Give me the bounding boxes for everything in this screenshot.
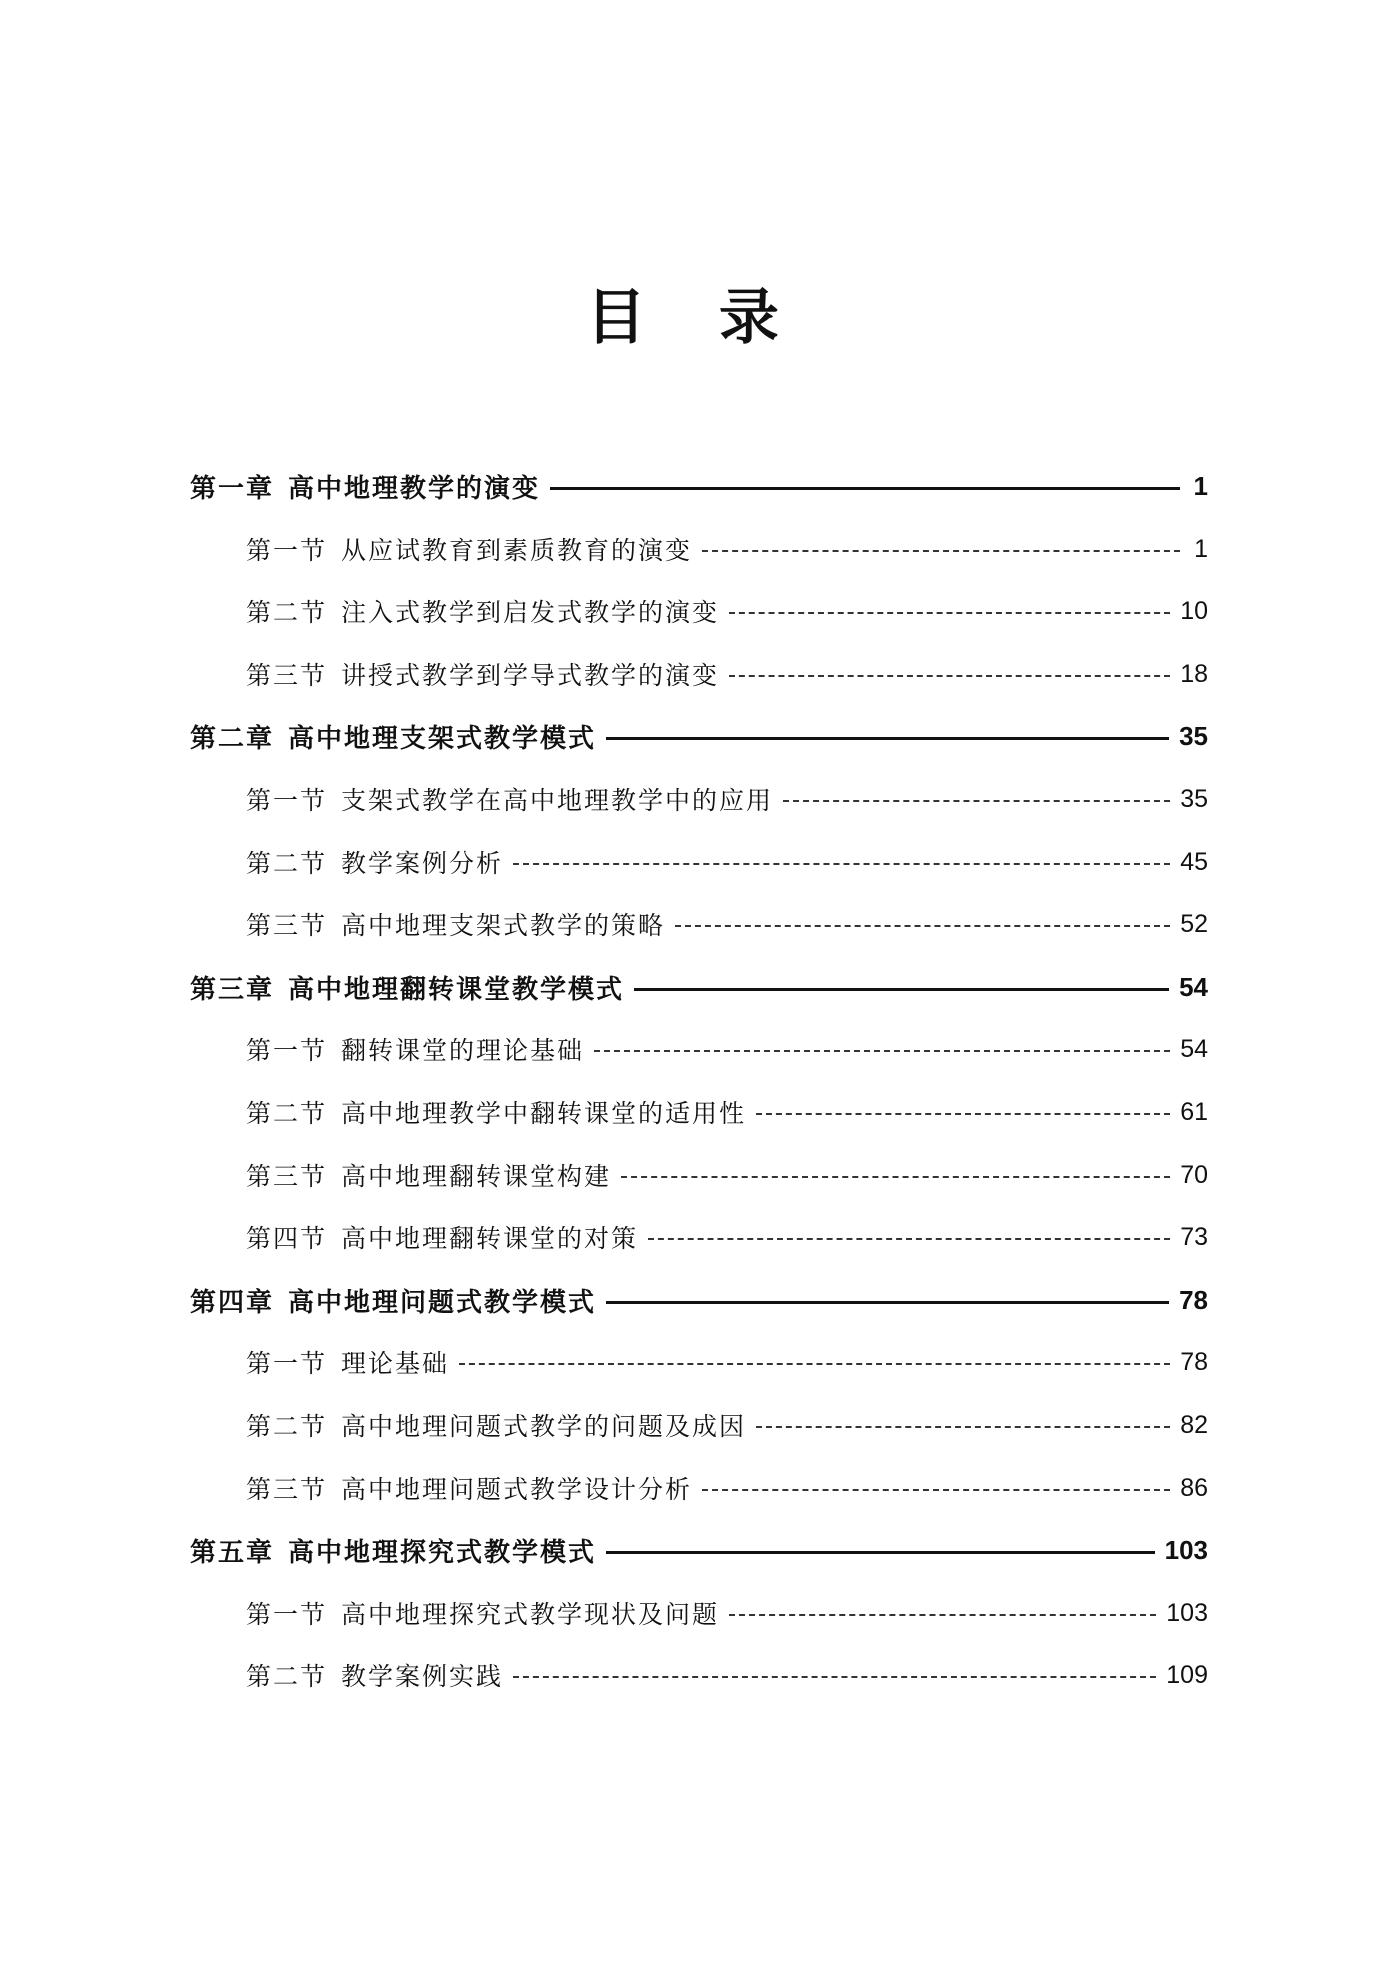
section-title: 高中地理翻转课堂构建 [341,1162,612,1191]
toc-entry-label [246,531,692,567]
toc-chapter-row[interactable] [190,967,1208,1007]
toc-section-row[interactable] [246,654,1208,694]
section-title: 教学案例分析 [341,849,504,878]
toc-entry-label [246,1407,746,1443]
toc-entry-label [246,656,719,692]
section-title: 注入式教学到启发式教学的演变 [341,598,720,627]
toc-section-row[interactable] [246,842,1208,882]
toc-entry-label [246,1157,611,1193]
toc-section-row[interactable] [246,1342,1208,1382]
section-number: 第三节 [246,911,328,940]
chapter-title: 高中地理教学的演变 [288,473,541,504]
leader-line [513,1676,1156,1678]
section-number: 第三节 [246,1162,328,1191]
section-number: 第二节 [246,1662,328,1691]
toc-entry-label [190,969,624,1006]
toc-entry-label [246,1595,719,1631]
page-number: 86 [1180,1473,1208,1502]
page-number: 103 [1164,1534,1208,1565]
page-number: 54 [1179,971,1208,1002]
leader-line [606,1551,1155,1554]
toc-entry-label [246,593,719,629]
toc-section-row[interactable] [246,1405,1208,1445]
page-number: 61 [1180,1097,1208,1126]
page-number: 54 [1180,1034,1208,1063]
toc-section-row[interactable] [246,1155,1208,1195]
page-number: 109 [1166,1660,1208,1689]
leader-line [606,737,1169,740]
section-number: 第一节 [246,1349,328,1378]
toc-entry-label [246,906,665,942]
leader-line [550,487,1180,490]
toc-title: 目 录 [586,283,805,353]
section-title: 高中地理问题式教学设计分析 [341,1475,693,1504]
leader-line [606,1301,1169,1304]
section-number: 第一节 [246,1600,328,1629]
leader-line [594,1050,1170,1052]
leader-line [648,1238,1170,1240]
page-number: 1 [1194,534,1208,563]
toc-entry-label [246,1470,692,1506]
page-number: 73 [1180,1222,1208,1251]
chapter-number: 第五章 [190,1537,275,1568]
section-number: 第三节 [246,1475,328,1504]
toc-entry-label [190,1282,596,1319]
page-number: 103 [1166,1598,1208,1627]
toc-section-row[interactable] [246,904,1208,944]
section-title: 高中地理支架式教学的策略 [341,911,666,940]
page-number: 1 [1193,470,1208,501]
leader-line [756,1113,1170,1115]
chapter-number: 第三章 [190,974,275,1005]
page-number: 45 [1180,847,1208,876]
toc-section-row[interactable] [246,591,1208,631]
chapter-number: 第二章 [190,723,275,754]
toc-chapter-row[interactable] [190,466,1208,506]
toc-entry-label [246,1094,746,1130]
section-number: 第二节 [246,1099,328,1128]
page-number: 82 [1180,1410,1208,1439]
leader-line [783,800,1170,802]
toc-entry-label [190,468,540,505]
page-number: 78 [1179,1284,1208,1315]
section-title: 高中地理翻转课堂的对策 [341,1224,639,1253]
toc-section-row[interactable] [246,779,1208,819]
section-number: 第一节 [246,536,328,565]
toc-section-row[interactable] [246,529,1208,569]
leader-line [513,863,1170,865]
section-title: 高中地理教学中翻转课堂的适用性 [341,1099,747,1128]
chapter-title: 高中地理问题式教学模式 [288,1287,597,1318]
toc-section-row[interactable] [246,1655,1208,1695]
leader-line [621,1176,1170,1178]
toc-chapter-row[interactable] [190,1530,1208,1570]
toc-section-row[interactable] [246,1092,1208,1132]
section-title: 理论基础 [341,1349,450,1378]
toc-entry-label [190,718,596,755]
section-title: 教学案例实践 [341,1662,504,1691]
section-title: 讲授式教学到学导式教学的演变 [341,661,720,690]
leader-line [702,550,1180,552]
page-number: 35 [1179,720,1208,751]
page-number: 10 [1180,596,1208,625]
leader-line [459,1363,1170,1365]
toc-entry-label [246,1219,638,1255]
section-number: 第一节 [246,1036,328,1065]
toc-entry-label [246,1657,503,1693]
section-number: 第一节 [246,786,328,815]
toc-section-row[interactable] [246,1593,1208,1633]
section-title: 翻转课堂的理论基础 [341,1036,585,1065]
toc-entry-label [246,1031,584,1067]
chapter-number: 第一章 [190,473,275,504]
toc-section-row[interactable] [246,1217,1208,1257]
section-title: 高中地理问题式教学的问题及成因 [341,1412,747,1441]
chapter-title: 高中地理支架式教学模式 [288,723,597,754]
leader-line [729,675,1170,677]
toc-entry-label [246,781,773,817]
toc-entry-label [246,1344,449,1380]
section-title: 支架式教学在高中地理教学中的应用 [341,786,774,815]
toc-section-row[interactable] [246,1029,1208,1069]
leader-line [675,925,1170,927]
toc-chapter-row[interactable] [190,1280,1208,1320]
leader-line [702,1489,1170,1491]
section-number: 第二节 [246,598,328,627]
chapter-title: 高中地理探究式教学模式 [288,1537,597,1568]
section-title: 从应试教育到素质教育的演变 [341,536,693,565]
page-number: 52 [1180,909,1208,938]
section-number: 第二节 [246,1412,328,1441]
toc-entry-label [190,1532,596,1569]
section-number: 第二节 [246,849,328,878]
section-number: 第四节 [246,1224,328,1253]
toc-section-row[interactable] [246,1468,1208,1508]
page-number: 70 [1180,1160,1208,1189]
page-number: 35 [1180,784,1208,813]
page-number: 78 [1180,1347,1208,1376]
leader-line [756,1426,1170,1428]
toc-chapter-row[interactable] [190,716,1208,756]
chapter-number: 第四章 [190,1287,275,1318]
chapter-title: 高中地理翻转课堂教学模式 [288,974,625,1005]
toc-entry-label [246,844,503,880]
leader-line [634,988,1169,991]
section-number: 第三节 [246,661,328,690]
page-number: 18 [1180,659,1208,688]
section-title: 高中地理探究式教学现状及问题 [341,1600,720,1629]
leader-line [729,1614,1156,1616]
leader-line [729,612,1170,614]
